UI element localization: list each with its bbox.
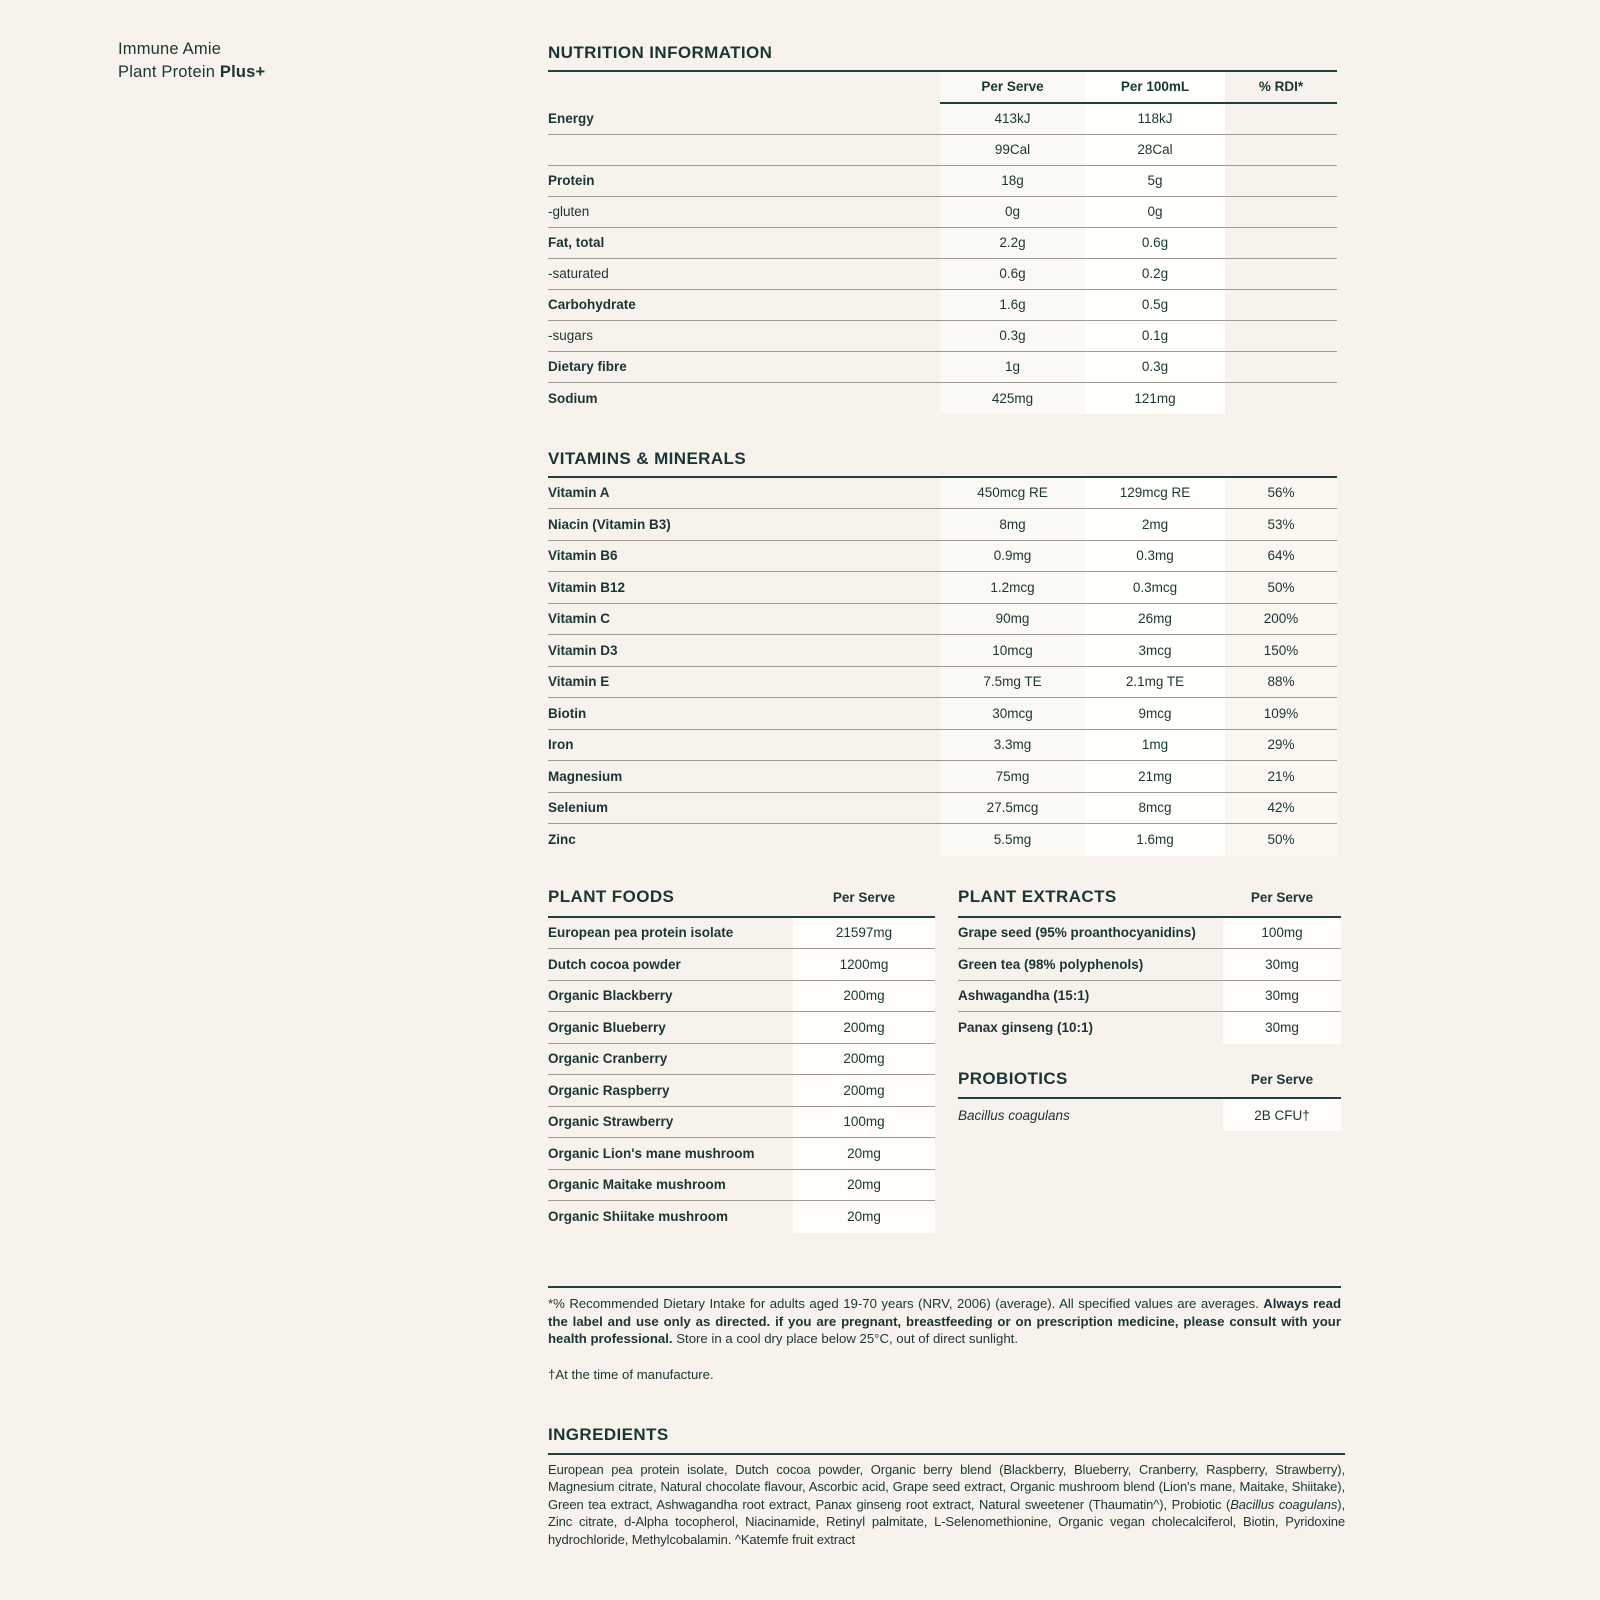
nutrient-per-serve-value: 0g [940,197,1085,227]
nutrient-rdi-value [1225,197,1337,227]
nutrition-table-row [548,383,1337,414]
vitamins-table-row [548,730,1337,762]
plant-food-row [548,1170,935,1202]
vitamins-table-row [548,509,1337,541]
plant-extracts-per-serve-header: Per Serve [1250,889,1314,905]
ingredients-text-part2: ), Zinc citrate, d-Alpha tocopherol, Niacinamide, Retinyl palmitate, L-Selenomethionine, Organic vegan cholecalciferol, Biotin, Pyridoxine hydrochloride, Methylcobalamin. ^Katemfe fruit extract [548,1496,1345,1547]
plant-foods-heading [548,888,935,918]
vitamin-label: Vitamin A [548,485,610,501]
nutrient-per-serve-value: 425mg [940,383,1085,414]
nutrient-rdi-value [1225,166,1337,196]
vitamin-label: Biotin [548,705,587,721]
nutrient-label: -gluten [548,204,590,220]
nutrient-label: Carbohydrate [548,297,636,313]
plant-food-label: Organic Cranberry [548,1051,668,1067]
nutrient-per-serve-value: 99Cal [940,135,1085,165]
nutrient-rdi-value [1225,290,1337,320]
plant-food-row [548,1075,935,1107]
vitamin-per-serve-value: 90mg [940,604,1085,635]
vitamin-per-100ml-value: 9mcg [1085,698,1225,729]
vitamins-minerals-title: VITAMINS & MINERALS [548,449,747,468]
vitamins-table-row [548,478,1337,510]
probiotics-per-serve-header: Per Serve [1250,1071,1314,1087]
nutrient-per-serve-value: 1g [940,352,1085,382]
vitamin-label: Zinc [548,832,576,848]
vitamin-per-100ml-value: 3mcg [1085,635,1225,666]
vitamin-label: Vitamin B12 [548,579,626,595]
vitamin-rdi-value: 200% [1225,604,1337,635]
plant-extract-label: Green tea (98% polyphenols) [958,956,1144,972]
vitamin-rdi-value: 64% [1225,541,1337,572]
vitamins-table-row [548,667,1337,699]
vitamins-minerals-heading [548,450,1337,478]
plant-foods-table-body [548,918,935,1233]
vitamin-label: Selenium [548,800,609,816]
vitamin-per-100ml-value: 2.1mg TE [1085,667,1225,698]
plant-food-row [548,1107,935,1139]
nutrient-rdi-value [1225,259,1337,289]
vitamin-per-serve-value: 10mcg [940,635,1085,666]
plant-food-label: Organic Strawberry [548,1114,674,1130]
vitamin-per-serve-value: 75mg [940,761,1085,792]
column-header-per-100ml: Per 100mL [1085,72,1225,104]
nutrient-per-100ml-value: 0g [1085,197,1225,227]
plant-extract-label: Grape seed (95% proanthocyanidins) [958,925,1196,941]
vitamins-table-row [548,698,1337,730]
nutrient-per-100ml-value: 0.1g [1085,321,1225,351]
plant-food-value: 20mg [793,1170,935,1201]
nutrition-table-row [548,259,1337,290]
vitamins-table-body [548,478,1337,856]
brand-line1: Immune Amie [118,40,222,58]
manufacture-footnote: †At the time of manufacture. [548,1366,714,1382]
vitamin-per-serve-value: 5.5mg [940,824,1085,856]
plant-food-value: 200mg [793,1044,935,1075]
vitamin-per-serve-value: 3.3mg [940,730,1085,761]
plant-food-value: 20mg [793,1201,935,1233]
plant-extract-value: 30mg [1223,1012,1341,1044]
plant-food-value: 100mg [793,1107,935,1138]
vitamin-per-100ml-value: 129mcg RE [1085,478,1225,509]
column-header-per-serve: Per Serve [940,72,1085,104]
vitamins-table-row [548,761,1337,793]
nutrient-label: Sodium [548,390,598,406]
nutrient-rdi-value [1225,321,1337,351]
vitamin-per-100ml-value: 2mg [1085,509,1225,540]
vitamin-per-serve-value: 1.2mcg [940,572,1085,603]
vitamin-label: Vitamin D3 [548,642,618,658]
nutrient-per-100ml-value: 0.2g [1085,259,1225,289]
plant-food-label: European pea protein isolate [548,925,734,941]
plant-food-row [548,1012,935,1044]
plant-food-label: Organic Lion's mane mushroom [548,1145,755,1161]
vitamin-per-serve-value: 27.5mcg [940,793,1085,824]
nutrient-per-serve-value: 0.6g [940,259,1085,289]
vitamins-minerals-section [548,450,1337,856]
nutrient-per-serve-value: 0.3g [940,321,1085,351]
nutrient-per-100ml-value: 28Cal [1085,135,1225,165]
nutrition-table-row [548,290,1337,321]
plant-extract-row [958,1012,1341,1044]
plant-food-row [548,949,935,981]
vitamins-table-row [548,635,1337,667]
plant-food-value: 200mg [793,981,935,1012]
nutrition-table-row [548,321,1337,352]
vitamin-label: Vitamin B6 [548,548,618,564]
nutrient-rdi-value [1225,228,1337,258]
nutrition-table-body [548,104,1337,414]
plant-food-label: Organic Maitake mushroom [548,1177,726,1193]
nutrient-per-serve-value: 18g [940,166,1085,196]
vitamin-label: Niacin (Vitamin B3) [548,516,671,532]
vitamin-per-serve-value: 7.5mg TE [940,667,1085,698]
plant-food-row [548,1044,935,1076]
probiotic-label: Bacillus coagulans [958,1107,1070,1123]
vitamins-table-row [548,541,1337,573]
nutrient-per-100ml-value: 0.3g [1085,352,1225,382]
vitamin-per-serve-value: 8mg [940,509,1085,540]
vitamin-rdi-value: 150% [1225,635,1337,666]
nutrition-table-row [548,197,1337,228]
plant-extract-value: 30mg [1223,949,1341,980]
vitamin-per-100ml-value: 0.3mg [1085,541,1225,572]
nutrient-per-100ml-value: 118kJ [1085,104,1225,134]
vitamin-rdi-value: 42% [1225,793,1337,824]
brand-line2 [118,61,265,84]
footnote-block [548,1286,1341,1383]
plant-food-label: Organic Raspberry [548,1082,670,1098]
vitamin-rdi-value: 53% [1225,509,1337,540]
nutrient-rdi-value [1225,383,1337,414]
plant-extracts-heading [958,888,1341,918]
vitamin-per-serve-value: 450mcg RE [940,478,1085,509]
nutrition-information-heading [548,44,1337,72]
vitamin-rdi-value: 29% [1225,730,1337,761]
plant-extract-row [958,981,1341,1013]
plant-food-value: 20mg [793,1138,935,1169]
nutrient-per-100ml-value: 121mg [1085,383,1225,414]
probiotics-section [958,1070,1341,1131]
probiotics-table-body [958,1099,1341,1131]
vitamin-rdi-value: 50% [1225,824,1337,856]
plant-foods-per-serve-header: Per Serve [832,889,896,905]
plant-food-row [548,1138,935,1170]
probiotic-value: 2B CFU† [1223,1099,1341,1131]
plant-food-value: 1200mg [793,949,935,980]
plant-extracts-section [958,888,1341,1044]
probiotics-heading [958,1070,1341,1100]
plant-foods-section [548,888,935,1233]
vitamin-label: Magnesium [548,768,623,784]
plant-food-label: Organic Shiitake mushroom [548,1209,729,1225]
vitamin-label: Iron [548,737,574,753]
vitamin-per-serve-value: 0.9mg [940,541,1085,572]
nutrient-per-100ml-value: 5g [1085,166,1225,196]
plant-extract-label: Ashwagandha (15:1) [958,988,1090,1004]
vitamin-rdi-value: 88% [1225,667,1337,698]
nutrient-rdi-value [1225,352,1337,382]
plant-food-value: 21597mg [793,918,935,949]
vitamin-rdi-value: 50% [1225,572,1337,603]
plant-food-label: Dutch cocoa powder [548,956,681,972]
plant-food-row [548,918,935,950]
vitamin-label: Vitamin C [548,611,611,627]
vitamins-table-row [548,793,1337,825]
vitamin-per-100ml-value: 26mg [1085,604,1225,635]
nutrition-table-row [548,104,1337,135]
brand-block [118,38,265,83]
nutrient-label: -saturated [548,266,609,282]
probiotic-row [958,1099,1341,1131]
vitamin-rdi-value: 56% [1225,478,1337,509]
plant-extract-label: Panax ginseng (10:1) [958,1020,1094,1036]
ingredients-section [548,1426,1345,1548]
rdi-footnote-text-2: Store in a cool dry place below 25°C, out of direct sunlight. [672,1331,1018,1346]
ingredients-title: INGREDIENTS [548,1425,669,1444]
nutrient-per-serve-value: 413kJ [940,104,1085,134]
probiotics-title: PROBIOTICS [958,1068,1068,1088]
nutrient-per-100ml-value: 0.5g [1085,290,1225,320]
nutrition-information-title: NUTRITION INFORMATION [548,43,773,62]
ingredients-text [548,1461,1345,1549]
plant-food-value: 200mg [793,1075,935,1106]
plant-extracts-title: PLANT EXTRACTS [958,887,1117,906]
rdi-footnote [548,1295,1341,1348]
ingredients-text-part1: European pea protein isolate, Dutch cocoa powder, Organic berry blend (Blackberry, Blueberry, Cranberry, Raspberry, Strawberry), Magnesium citrate, Natural chocolate flavour, Ascorbic acid, Grape seed extract, Organic mushroom blend (Lion's mane, Maitake, Shiitake), Green tea extract, Ashwagandha root extract, Panax ginseng root extract, Natural sweetener (Thaumatin^), Probiotic ( [548,1461,1345,1512]
brand-line2-regular: Plant Protein [118,62,220,81]
vitamin-rdi-value: 109% [1225,698,1337,729]
brand-line2-bold: Plus+ [219,62,266,81]
nutrient-label: -sugars [548,328,594,344]
vitamin-per-100ml-value: 1.6mg [1085,824,1225,856]
nutrient-label: Dietary fibre [548,359,627,375]
nutrition-information-section [548,44,1337,414]
nutrient-per-serve-value: 2.2g [940,228,1085,258]
nutrient-label: Fat, total [548,235,605,251]
plant-foods-title: PLANT FOODS [548,887,675,906]
nutrient-label: Energy [548,111,594,127]
nutrition-table-row [548,228,1337,259]
nutrition-table-row [548,135,1337,166]
ingredients-heading [548,1426,1345,1455]
vitamin-per-serve-value: 30mcg [940,698,1085,729]
vitamins-table-row [548,824,1337,856]
ingredients-text-italic: Bacillus coagulans [1230,1496,1338,1512]
nutrition-table-column-headers [548,72,1337,104]
plant-extracts-table-body [958,918,1341,1044]
vitamin-per-100ml-value: 0.3mcg [1085,572,1225,603]
vitamins-table-row [548,572,1337,604]
vitamin-label: Vitamin E [548,674,610,690]
vitamin-rdi-value: 21% [1225,761,1337,792]
plant-food-label: Organic Blueberry [548,1019,666,1035]
plant-extract-row [958,949,1341,981]
plant-extract-value: 30mg [1223,981,1341,1012]
vitamin-per-100ml-value: 1mg [1085,730,1225,761]
nutrient-rdi-value [1225,104,1337,134]
nutrition-table-row [548,352,1337,383]
rdi-footnote-warning-bold: Always read the label and use only as directed. if you are pregnant, breastfeeding or on prescription medicine, please consult with your health professional. [548,1296,1342,1346]
vitamins-table-row [548,604,1337,636]
rdi-footnote-text-1: *% Recommended Dietary Intake for adults aged 19-70 years (NRV, 2006) (average). All specified values are averages. [548,1296,1264,1311]
plant-food-value: 200mg [793,1012,935,1043]
vitamin-per-100ml-value: 21mg [1085,761,1225,792]
plant-extract-row [958,918,1341,950]
vitamin-per-100ml-value: 8mcg [1085,793,1225,824]
plant-extract-value: 100mg [1223,918,1341,949]
nutrient-per-serve-value: 1.6g [940,290,1085,320]
nutrition-table-row [548,166,1337,197]
nutrient-per-100ml-value: 0.6g [1085,228,1225,258]
plant-food-row [548,1201,935,1233]
column-header-rdi: % RDI* [1225,72,1337,104]
right-column [958,888,1341,1131]
plant-food-row [548,981,935,1013]
nutrient-label: Protein [548,173,595,189]
plant-food-label: Organic Blackberry [548,988,673,1004]
nutrient-rdi-value [1225,135,1337,165]
